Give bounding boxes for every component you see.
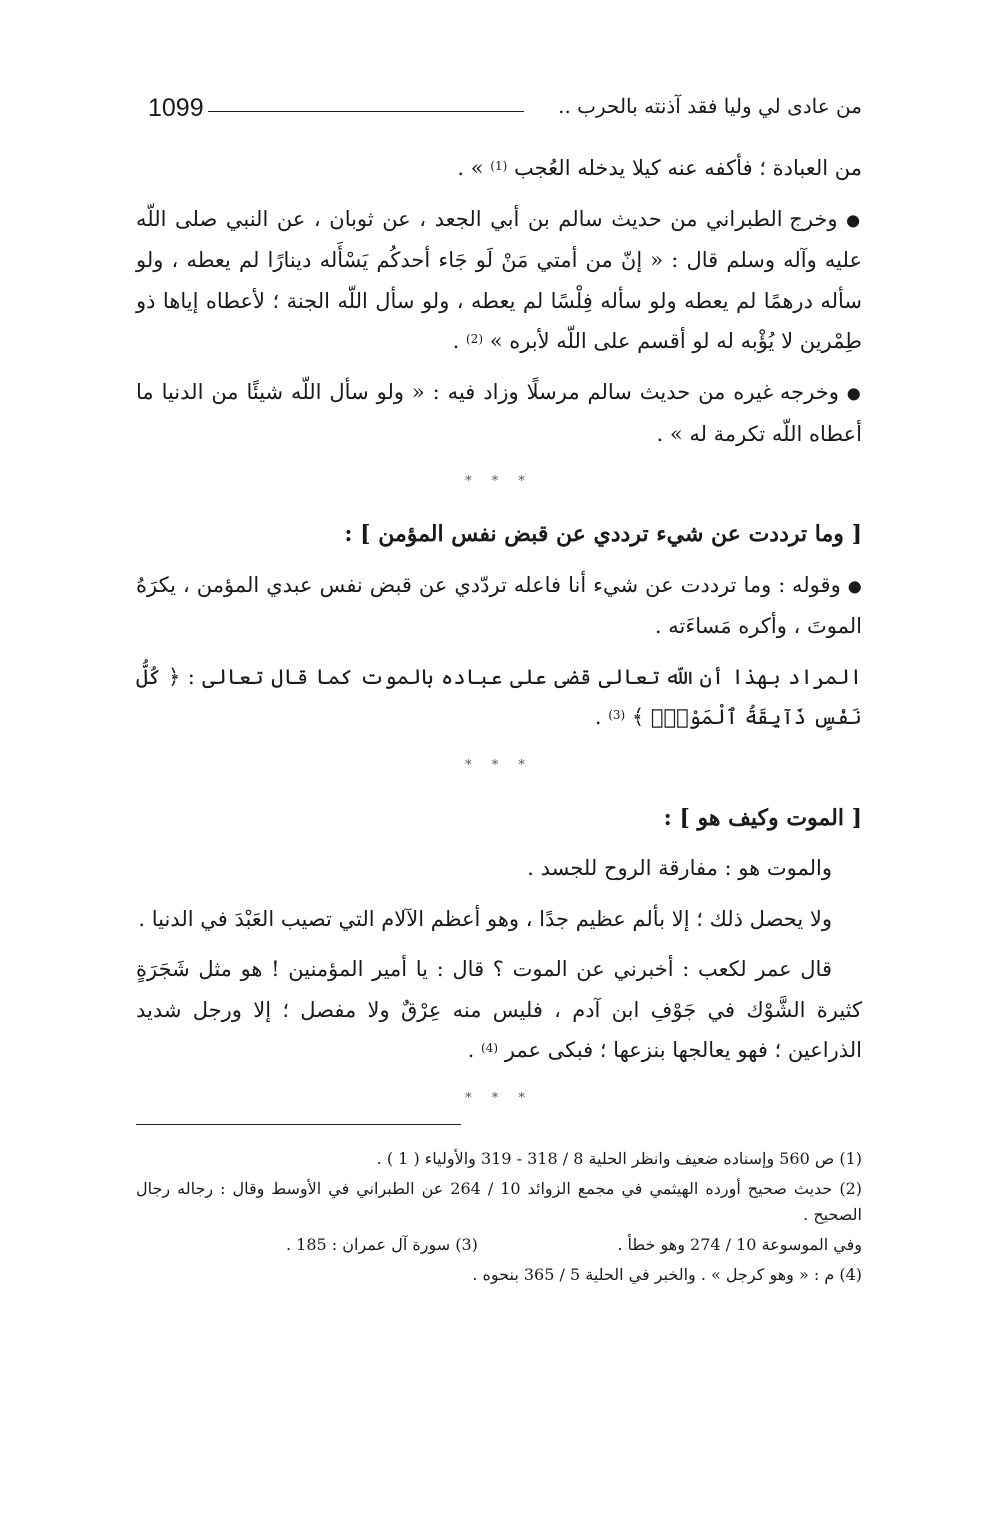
footnote-row (136, 1232, 862, 1258)
paragraph-quran-verse: المراد بهذا أن اللّه تعالى قضى على عباده بالموت كما قال تعالى : ﴿ كُلُّ نَفْسٍ ذَآيِقَةُ ٱلْمَوْتِۗ ﴾ $^{(3)}$ . (136, 664, 862, 730)
paragraph-hesitation: ● وقوله : وما ترددت عن شيء أنا فاعله تردّدي عن قبض نفس عبدي المؤمن ، يكرَهُ الموتَ ، وأكره مَساءَته . (136, 572, 862, 639)
section-separator: * * * (465, 757, 533, 773)
paragraph-tabarani-hadith: ● وخرج الطبراني من حديث سالم بن أبي الجعد ، عن ثوبان ، عن النبي صلى اللّه عليه وآله وسلم قال : « إنّ من أمتي مَنْ لَو جَاء أحدكُم يَسْأَله دينارًا لم يعطه ، ولو سأله درهمًا لم يعطه ولو سأله فِلْسًا لم يعطه ، ولو سأل اللّه الجنة ؛ لأعطاه إياها ذو طِمْرين لا يُؤْبه له لو أقسم على اللّه لأبره » $^{(2)}$ . (136, 206, 862, 354)
footnote-3: (3) سورة آل عمران : 185 . (286, 1235, 478, 1254)
footnote-ref-3[interactable]: (3) (608, 708, 626, 723)
header-rule (208, 111, 524, 112)
running-header (148, 92, 862, 132)
running-title: من عادى لي وليا فقد آذنته بالحرب .. (558, 94, 862, 118)
footnote-ref-4[interactable]: (4) (481, 1041, 499, 1056)
footnote-4: (4) م : « وهو كرجل » . والخبر في الحلية 5 / 365 بنحوه . (472, 1265, 862, 1284)
section-separator: * * * (465, 1090, 533, 1106)
footnote-2-continued: وفي الموسوعة 10 / 274 وهو خطأ . (617, 1235, 862, 1254)
section-heading-death: [ الموت وكيف هو ] : (663, 804, 862, 831)
footnote-ref-1[interactable]: (1) (490, 159, 508, 173)
footnote-rule (136, 1124, 461, 1125)
bullet-icon: ● (846, 383, 862, 402)
paragraph-mursal: ● وخرجه غيره من حديث سالم مرسلًا وزاد فيه : « ولو سأل اللّه شيئًا من الدنيا ما أعطاه اللّه تكرمة له » . (136, 379, 862, 446)
footnotes (136, 1146, 862, 1292)
bullet-icon: ● (847, 575, 862, 595)
footnote-1: (1) ص 560 وإسناده ضعيف وانظر الحلية 8 / 318 - 319 والأولياء ( 1 ) . (376, 1149, 862, 1168)
bullet-icon: ● (846, 209, 862, 229)
paragraph-umar-kaab: قال عمر لكعب : أخبرني عن الموت ؟ قال : يا أمير المؤمنين ! هو مثل شَجَرَةٍ كثيرة الشَّوْك في جَوْفِ ابن آدم ، فليس منه عِرْقٌ ولا مفصل ؛ إلا ورجل شديد الذراعين ؛ فهو يعالجها بنزعها ؛ فبكى عمر $^{(4)}$ . (136, 957, 862, 1063)
footnote-2: (2) حديث صحيح أورده الهيثمي في مجمع الزوائد 10 / 264 عن الطبراني في الأوسط وقال : رجاله رجال الصحيح . (136, 1179, 863, 1224)
section-separator: * * * (465, 474, 533, 489)
paragraph-continuation: من العبادة ؛ فأكفه عنه كيلا يدخله العُجب $^{(1)}$ » . (457, 156, 862, 180)
section-heading-hesitation: [ وما ترددت عن شيء ترددي عن قبض نفس المؤمن ] : (344, 521, 862, 547)
main-text (136, 148, 862, 1131)
paragraph-death-pain: ولا يحصل ذلك ؛ إلا بألم عظيم جدًا ، وهو أعظم الآلام التي تصيب العَبْدَ في الدنيا . (138, 906, 832, 931)
page-number: 1099 (148, 94, 204, 122)
paragraph-death-definition: والموت هو : مفارقة الروح للجسد . (527, 856, 832, 881)
footnote-ref-2[interactable]: (2) (465, 332, 483, 347)
